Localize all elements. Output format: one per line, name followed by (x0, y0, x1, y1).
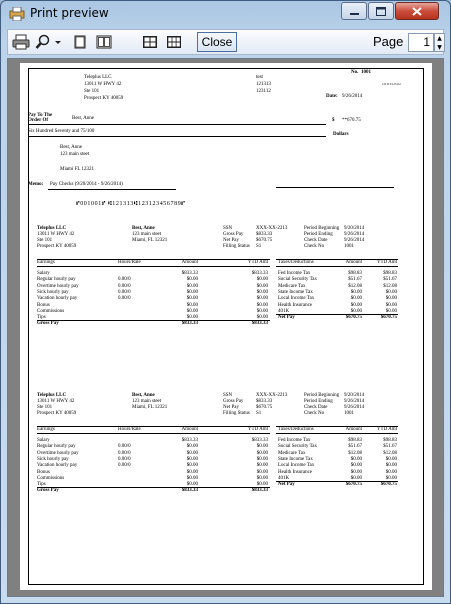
earning-label: Salary (37, 271, 50, 276)
stub-period-value: 1001 (344, 244, 354, 249)
earning-hours: 0.00/0 (118, 284, 131, 289)
close-window-button[interactable] (395, 2, 439, 20)
amount-words-line (28, 136, 326, 137)
toolbar (7, 29, 444, 55)
earning-ytd: $0.00 (256, 457, 268, 462)
stub-period-label: Check No (304, 244, 325, 249)
maximize-button[interactable] (368, 2, 394, 20)
earning-label: Bonus (37, 303, 50, 308)
tax-ytd: $0.00 (385, 309, 397, 314)
print-preview-app-icon (9, 7, 25, 21)
stub-period-value: 9/20/2014 (344, 226, 365, 231)
tax-amount: $98.83 (348, 271, 362, 276)
earning-amount: $0.00 (186, 315, 198, 320)
earning-ytd: $833.33 (251, 438, 268, 443)
tax-label: Social Security Tax (278, 277, 317, 282)
stub-period-value: 1001 (344, 411, 354, 416)
earning-hours: 0.00/0 (118, 457, 131, 462)
page-label: Page (373, 34, 404, 49)
earning-ytd: $0.00 (256, 451, 268, 456)
earning-label: Regular hourly pay (37, 444, 76, 449)
tax-label: Local Income Tax (278, 296, 315, 301)
gross-pay-ytd: $833.33 (251, 488, 268, 493)
stub-info-value: XXX-XX-2213 (256, 393, 288, 398)
earning-amount: $0.00 (186, 470, 198, 475)
earning-amount: $833.33 (181, 271, 198, 276)
earning-label: Sick hourly pay (37, 290, 69, 295)
earning-amount: $833.33 (181, 438, 198, 443)
earning-amount: $0.00 (186, 290, 198, 295)
tax-ytd: $12.08 (383, 451, 397, 456)
six-pages-button[interactable] (164, 32, 184, 52)
earning-ytd: $833.33 (251, 271, 268, 276)
tax-label: Health Insurance (278, 470, 313, 475)
zoom-button[interactable] (34, 32, 64, 52)
gross-pay-ytd: $833.33 (251, 321, 268, 326)
stub-period-value: 9/26/2014 (344, 238, 365, 243)
amount-header: Amount (181, 427, 198, 432)
tax-ytd: $0.00 (385, 303, 397, 308)
stub-info-label: SSN (223, 393, 233, 398)
tax-label: Fed Income Tax (278, 438, 311, 443)
window-title: Print preview (30, 6, 109, 20)
stub-employee-line: Miami, FL 12321 (132, 405, 168, 410)
gross-pay-label: Gross Pay (37, 321, 59, 326)
tax-amount: $0.00 (350, 303, 362, 308)
tax-label: 401K (278, 476, 290, 481)
tax-ytd: $0.00 (385, 296, 397, 301)
stub-info-value: XXX-XX-2213 (256, 226, 288, 231)
tax-amount: $12.08 (348, 451, 362, 456)
earning-ytd: $0.00 (256, 290, 268, 295)
earning-amount: $0.00 (186, 457, 198, 462)
stub-company-name: Teleplus LLC (37, 226, 67, 231)
check-no: 1001 (361, 70, 371, 75)
taxes-header-rule (276, 266, 398, 267)
stub-company-line: Ste 101 (37, 405, 53, 410)
check-company-address2: Ste 101 (84, 89, 100, 94)
net-pay-amount: $670.75 (345, 482, 362, 487)
earning-label: Tips (37, 482, 46, 487)
stub-period-label: Check Date (304, 238, 328, 243)
earning-ytd: $0.00 (256, 284, 268, 289)
earning-hours: 0.00/0 (118, 463, 131, 468)
earning-amount: $0.00 (186, 303, 198, 308)
page-spinner[interactable] (434, 33, 445, 52)
stub-employee-name: Best, Anne (132, 393, 155, 398)
one-page-button[interactable] (70, 32, 90, 52)
payee-line (28, 124, 326, 125)
earnings-header-rule (37, 266, 270, 267)
tax-amount: $0.00 (350, 296, 362, 301)
tax-ytd: $51.67 (383, 444, 397, 449)
bank-routing: 121313 (256, 82, 271, 87)
amount-words: Six Hundred Seventy and 75/100 (28, 129, 95, 134)
stub-info-value: S1 (256, 244, 262, 249)
check-company-city: Prospect KY 40059 (84, 96, 124, 101)
check-company-name: Teleplus LLC (84, 75, 112, 80)
dollar-sign: $ (332, 118, 335, 123)
check-company-address1: 13011 W HWY 42 (84, 82, 122, 87)
micr-line: ⑈001001⑈ ⑆121313⑆123123456789⑈ (76, 201, 186, 207)
tax-label: Medicare Tax (278, 284, 306, 289)
tax-amount: $0.00 (350, 457, 362, 462)
tax-label: Local Income Tax (278, 463, 315, 468)
tax-ytd: $98.83 (383, 438, 397, 443)
earning-label: Overtime hourly pay (37, 284, 79, 289)
stub-company-line: Prospect KY 40059 (37, 411, 77, 416)
earning-ytd: $0.00 (256, 463, 268, 468)
dollars-label: Dollars (333, 132, 349, 137)
bank-account: 123112 (256, 89, 271, 94)
stub-period-value: 9/26/2014 (344, 232, 365, 237)
tax-ytd: $0.00 (385, 290, 397, 295)
tax-amount-header: Amount (345, 260, 362, 265)
earning-hours: 0.00/0 (118, 290, 131, 295)
earning-label: Tips (37, 315, 46, 320)
stub-info-label: Filling Status (223, 244, 250, 249)
two-pages-button[interactable] (94, 32, 114, 52)
net-pay-label: Net Pay (278, 315, 295, 320)
four-pages-button[interactable] (140, 32, 160, 52)
stub-info-label: Gross Pay (223, 399, 244, 404)
taxes-header: Taxes/Deductions (278, 260, 314, 265)
earning-amount: $0.00 (186, 296, 198, 301)
stub-period-value: 9/26/2014 (344, 399, 365, 404)
check-amount: **670.75 (342, 118, 361, 123)
stub-info-label: Net Pay (223, 405, 239, 410)
spin-up-icon[interactable]: ▲ (437, 35, 442, 42)
earning-amount: $0.00 (186, 284, 198, 289)
earning-ytd: $0.00 (256, 303, 268, 308)
earning-ytd: $0.00 (256, 277, 268, 282)
stub-company-name: Teleplus LLC (37, 393, 67, 398)
memo-line (48, 189, 176, 190)
print-button[interactable] (10, 32, 32, 52)
net-pay-amount: $670.75 (345, 315, 362, 320)
earning-amount: $0.00 (186, 309, 198, 314)
earning-amount: $0.00 (186, 476, 198, 481)
stub-company-line: 13011 W HWY 42 (37, 399, 75, 404)
net-pay-ytd: $670.75 (380, 315, 397, 320)
stub-period-label: Period Ending (304, 232, 333, 237)
check-date: 9/26/2014 (342, 94, 363, 99)
preview-area[interactable] (7, 58, 444, 597)
title-bar[interactable] (1, 1, 450, 27)
gross-pay-amount: $833.33 (181, 321, 198, 326)
tax-amount: $0.00 (350, 470, 362, 475)
two-pages-icon (96, 35, 112, 49)
bank-name: test (256, 75, 263, 80)
tax-label: 401K (278, 309, 290, 314)
tax-label: State Income Tax (278, 290, 313, 295)
earning-label: Commissions (37, 309, 65, 314)
tax-amount: $12.08 (348, 284, 362, 289)
earning-hours: 0.00/0 (118, 296, 131, 301)
earning-amount: $0.00 (186, 451, 198, 456)
minimize-button[interactable] (341, 2, 367, 20)
tax-ytd: $0.00 (385, 463, 397, 468)
stub-employee-line: 123 main steet (132, 399, 162, 404)
earning-hours: 0.00/0 (118, 451, 131, 456)
spin-down-icon[interactable]: ▼ (437, 44, 442, 51)
taxes-header-rule (276, 433, 398, 434)
date-label: Date: (326, 94, 338, 99)
amount-header: Amount (181, 260, 198, 265)
addressee-street: 123 main steet (60, 152, 90, 157)
earning-label: Salary (37, 438, 50, 443)
stub-info-label: Filling Status (223, 411, 250, 416)
gross-pay-amount: $833.33 (181, 488, 198, 493)
ytd-header: YTD Amt (247, 427, 268, 432)
tax-ytd-header: YTD Amt (376, 427, 397, 432)
payee-name: Best, Anne (72, 116, 94, 121)
earning-amount: $0.00 (186, 444, 198, 449)
tax-ytd: $12.08 (383, 284, 397, 289)
tax-label: Social Security Tax (278, 444, 317, 449)
tax-ytd: $0.00 (385, 457, 397, 462)
addressee-city: Miami FL 12321 (60, 167, 94, 172)
earning-ytd: $0.00 (256, 296, 268, 301)
tax-ytd: $0.00 (385, 476, 397, 481)
tax-label: Medicare Tax (278, 451, 306, 456)
earning-ytd: $0.00 (256, 315, 268, 320)
earning-ytd: $0.00 (256, 470, 268, 475)
stub-info-value: $833.33 (256, 399, 273, 404)
hours-rate-header: Hours/Rate (118, 260, 141, 265)
stub-period-label: Period Beginning (304, 393, 340, 398)
earning-amount: $0.00 (186, 277, 198, 282)
hours-rate-header: Hours/Rate (118, 427, 141, 432)
signature-line (276, 187, 394, 188)
tax-amount: $0.00 (350, 476, 362, 481)
taxes-header: Taxes/Deductions (278, 427, 314, 432)
stub-period-label: Period Beginning (304, 226, 340, 231)
ytd-header: YTD Amt (247, 260, 268, 265)
zoom-icon (35, 34, 63, 50)
maximize-icon (376, 7, 386, 16)
page-number-input[interactable]: 1 (408, 33, 434, 52)
four-pages-icon (142, 35, 158, 49)
earnings-header: Earnings (37, 260, 55, 265)
tax-ytd: $51.67 (383, 277, 397, 282)
stub-employee-name: Best, Anne (132, 226, 155, 231)
stub-info-value: S1 (256, 411, 262, 416)
gross-pay-label: Gross Pay (37, 488, 59, 493)
earning-ytd: $0.00 (256, 309, 268, 314)
stub-info-value: $670.75 (256, 238, 273, 243)
stub-info-value: $670.75 (256, 405, 273, 410)
earning-amount: $0.00 (186, 482, 198, 487)
earning-label: Bonus (37, 470, 50, 475)
tax-amount: $0.00 (350, 309, 362, 314)
page-border (28, 68, 424, 585)
earning-hours: 0.00/0 (118, 444, 131, 449)
earning-label: Regular hourly pay (37, 277, 76, 282)
stub-info-label: Net Pay (223, 238, 239, 243)
stub-period-value: 9/20/2014 (344, 393, 365, 398)
tax-label: State Income Tax (278, 457, 313, 462)
check-fraction: 121313/123112 (382, 82, 401, 86)
close-icon (412, 7, 422, 16)
net-pay-ytd: $670.75 (380, 482, 397, 487)
stub-info-value: $833.33 (256, 232, 273, 237)
tax-label: Fed Income Tax (278, 271, 311, 276)
earnings-header-rule (37, 433, 270, 434)
one-page-icon (72, 35, 88, 49)
addressee-name: Best, Anne (60, 145, 82, 150)
earning-ytd: $0.00 (256, 444, 268, 449)
stub-period-label: Period Ending (304, 399, 333, 404)
memo-label: Memo: (28, 182, 44, 187)
earning-label: Overtime hourly pay (37, 451, 79, 456)
stub-company-line: 13011 W HWY 42 (37, 232, 75, 237)
print-icon (12, 34, 30, 50)
tax-amount: $51.67 (348, 444, 362, 449)
tax-ytd: $98.83 (383, 271, 397, 276)
earning-ytd: $0.00 (256, 482, 268, 487)
stub-company-line: Ste 101 (37, 238, 53, 243)
earning-ytd: $0.00 (256, 476, 268, 481)
tax-amount: $98.83 (348, 438, 362, 443)
page (20, 63, 432, 590)
earning-label: Sick hourly pay (37, 457, 69, 462)
stub-info-label: SSN (223, 226, 233, 231)
earnings-header: Earnings (37, 427, 55, 432)
stub-period-label: Check No (304, 411, 325, 416)
stub-info-label: Gross Pay (223, 232, 244, 237)
tax-amount: $0.00 (350, 290, 362, 295)
tax-amount-header: Amount (345, 427, 362, 432)
earning-label: Vacation hourly pay (37, 463, 78, 468)
tax-ytd: $0.00 (385, 470, 397, 475)
stub-period-label: Check Date (304, 405, 328, 410)
tax-amount: $51.67 (348, 277, 362, 282)
six-pages-icon (166, 35, 182, 49)
check-no-label: No. (351, 70, 359, 75)
stub-period-value: 9/26/2014 (344, 405, 365, 410)
earning-label: Commissions (37, 476, 65, 481)
close-button[interactable]: Close (197, 32, 237, 52)
earning-amount: $0.00 (186, 463, 198, 468)
earning-hours: 0.00/0 (118, 277, 131, 282)
tax-label: Health Insurance (278, 303, 313, 308)
tax-ytd-header: YTD Amt (376, 260, 397, 265)
tax-amount: $0.00 (350, 463, 362, 468)
stub-employee-line: Miami, FL 12321 (132, 238, 168, 243)
net-pay-label: Net Pay (278, 482, 295, 487)
stub-employee-line: 123 main steet (132, 232, 162, 237)
earning-label: Vacation hourly pay (37, 296, 78, 301)
minimize-icon (350, 7, 359, 15)
memo-text: Pay Checks (9/20/2014 - 9/26/2014) (50, 182, 123, 187)
stub-company-line: Prospect KY 40059 (37, 244, 77, 249)
pay-to-label: Pay To The Order Of (28, 113, 53, 123)
